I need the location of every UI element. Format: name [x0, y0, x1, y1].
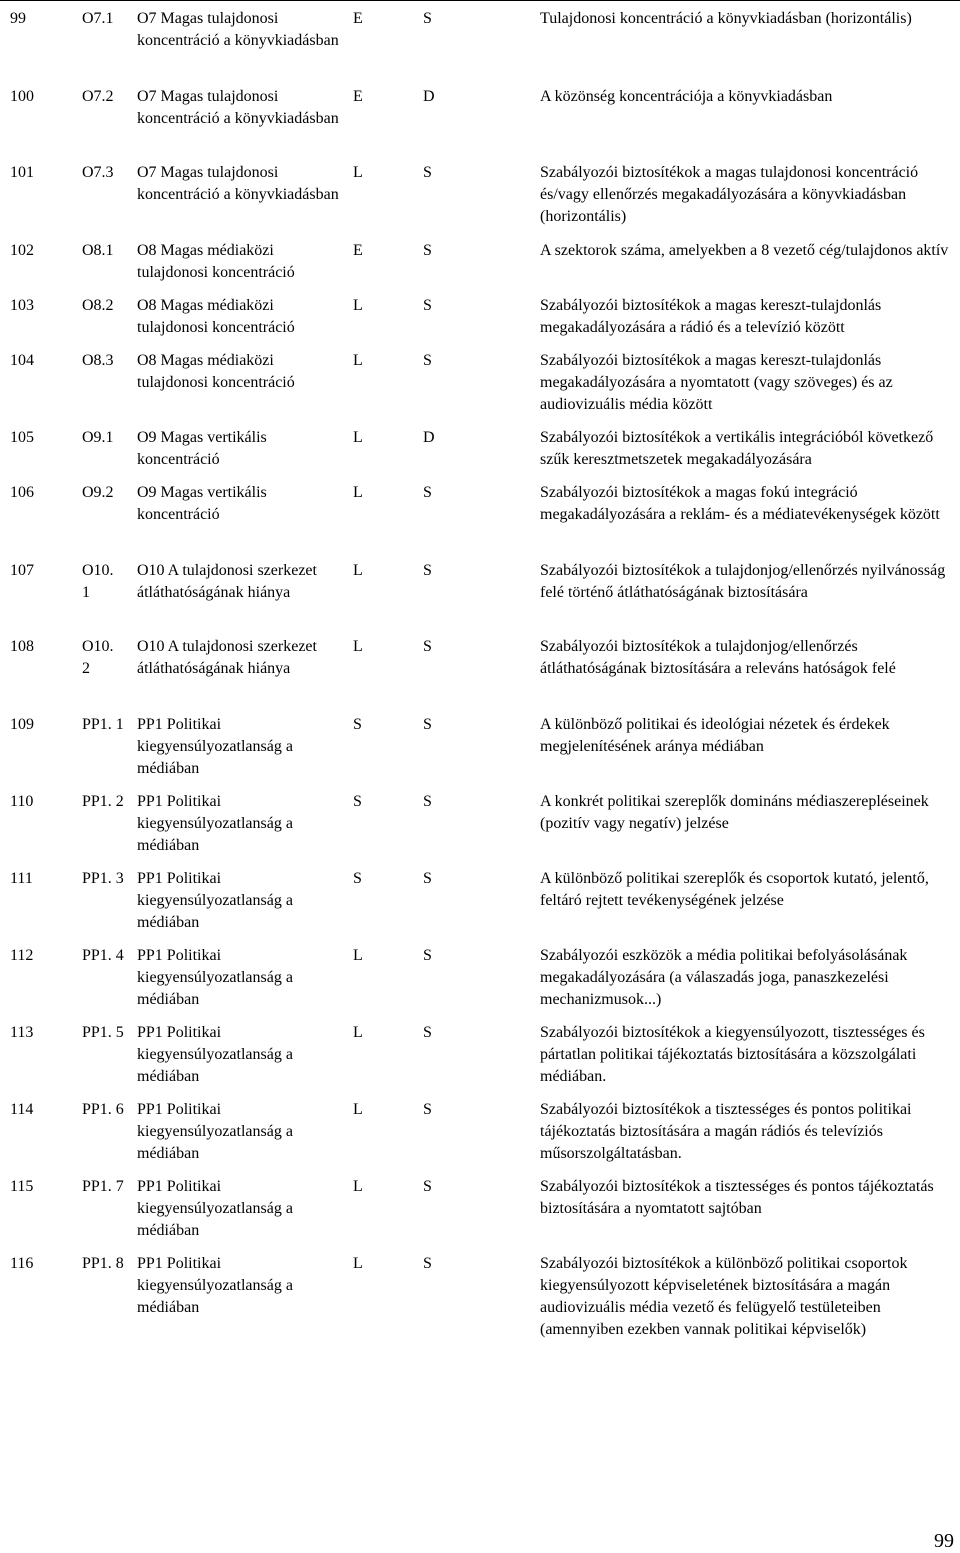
risk-title: PP1 Politikai kiegyensúlyozatlanság a médiában	[137, 1024, 293, 1085]
type-column-a: E	[353, 88, 363, 105]
row-number: 100	[10, 88, 34, 105]
risk-title: PP1 Politikai kiegyensúlyozatlanság a médiában	[137, 1178, 293, 1239]
type-column-b: S	[423, 10, 432, 27]
indicator-code: PP1. 5	[82, 1024, 124, 1041]
risk-title: O8 Magas médiaközi tulajdonosi koncentráció	[137, 297, 295, 336]
row-number: 108	[10, 638, 34, 655]
indicator-description: A különböző politikai és ideológiai nézetek és érdekek megjelenítésének aránya médiában	[540, 716, 890, 755]
risk-title: PP1 Politikai kiegyensúlyozatlanság a médiában	[137, 1255, 293, 1316]
type-column-b: S	[423, 716, 432, 733]
risk-title: O9 Magas vertikális koncentráció	[137, 484, 267, 523]
row-number: 113	[10, 1024, 34, 1041]
risk-title: O9 Magas vertikális koncentráció	[137, 429, 267, 468]
type-column-a: L	[353, 164, 363, 181]
indicator-description: Szabályozói biztosítékok a magas kereszt-tulajdonlás megakadályozására a nyomtatott (vagy szöveges) és az audiovizuális média között	[540, 352, 893, 413]
indicator-description: Szabályozói biztosítékok a különböző politikai csoportok kiegyensúlyozott képviseletének biztosítására a magán audiovizuális média vezető és felügyelő testületeiben (amennyiben ezekben vannak politikai képviselők)	[540, 1255, 908, 1338]
risk-title: O7 Magas tulajdonosi koncentráció a könyvkiadásban	[137, 10, 339, 49]
type-column-a: S	[353, 870, 362, 887]
page-number: 99	[934, 1530, 954, 1552]
row-number: 106	[10, 484, 34, 501]
indicator-description: A konkrét politikai szereplők domináns médiaszerepléseinek (pozitív vagy negatív) jelzése	[540, 793, 929, 832]
type-column-b: S	[423, 297, 432, 314]
indicator-code: O10. 2	[82, 638, 114, 677]
risk-title: O10 A tulajdonosi szerkezet átláthatóságának hiánya	[137, 562, 317, 601]
row-number: 114	[10, 1101, 34, 1118]
row-number: 111	[10, 870, 33, 887]
risk-title: PP1 Politikai kiegyensúlyozatlanság a médiában	[137, 947, 293, 1008]
indicator-description: Szabályozói biztosítékok a tulajdonjog/ellenőrzés nyilvánosság felé történő átláthatóságának biztosítására	[540, 562, 946, 601]
indicator-code: PP1. 3	[82, 870, 124, 887]
indicator-description: Szabályozói biztosítékok a tulajdonjog/ellenőrzés átláthatóságának biztosítására a releváns hatóságok felé	[540, 638, 896, 677]
type-column-b: S	[423, 562, 432, 579]
row-number: 109	[10, 716, 34, 733]
type-column-a: L	[353, 297, 363, 314]
type-column-a: L	[353, 1178, 363, 1195]
indicator-description: A szektorok száma, amelyekben a 8 vezető cég/tulajdonos aktív	[540, 242, 949, 259]
type-column-b: S	[423, 1024, 432, 1041]
type-column-a: L	[353, 1101, 363, 1118]
risk-title: PP1 Politikai kiegyensúlyozatlanság a médiában	[137, 870, 293, 931]
indicator-code: O9.1	[82, 429, 114, 446]
indicator-code: O7.1	[82, 10, 114, 27]
indicator-description: Tulajdonosi koncentráció a könyvkiadásban (horizontális)	[540, 10, 912, 27]
indicator-code: O10. 1	[82, 562, 114, 601]
indicator-code: O8.2	[82, 297, 114, 314]
row-number: 101	[10, 164, 34, 181]
indicator-code: O7.3	[82, 164, 114, 181]
indicator-code: PP1. 2	[82, 793, 124, 810]
type-column-a: E	[353, 242, 363, 259]
indicator-code: PP1. 6	[82, 1101, 124, 1118]
indicator-code: PP1. 8	[82, 1255, 124, 1272]
type-column-a: L	[353, 638, 363, 655]
type-column-b: S	[423, 164, 432, 181]
indicator-code: O8.1	[82, 242, 114, 259]
type-column-a: S	[353, 716, 362, 733]
type-column-b: S	[423, 793, 432, 810]
indicator-code: PP1. 7	[82, 1178, 124, 1195]
indicator-description: Szabályozói biztosítékok a magas kereszt-tulajdonlás megakadályozására a rádió és a televízió között	[540, 297, 882, 336]
type-column-a: L	[353, 1255, 363, 1272]
type-column-a: L	[353, 1024, 363, 1041]
row-number: 110	[10, 793, 34, 810]
indicator-code: O8.3	[82, 352, 114, 369]
type-column-b: S	[423, 1255, 432, 1272]
row-number: 104	[10, 352, 34, 369]
type-column-a: E	[353, 10, 363, 27]
type-column-a: L	[353, 352, 363, 369]
indicator-code: O9.2	[82, 484, 114, 501]
indicator-code: PP1. 4	[82, 947, 124, 964]
risk-title: O8 Magas médiaközi tulajdonosi koncentráció	[137, 242, 295, 281]
indicator-description: A különböző politikai szereplők és csoportok kutató, jelentő, feltáró rejtett tevékenységének jelzése	[540, 870, 929, 909]
row-number: 105	[10, 429, 34, 446]
indicator-description: Szabályozói biztosítékok a tisztességes és pontos tájékoztatás biztosítására a nyomtatott sajtóban	[540, 1178, 934, 1217]
indicator-description: Szabályozói eszközök a média politikai befolyásolásának megakadályozására (a válaszadás joga, panaszkezelési mechanizmusok...)	[540, 947, 908, 1008]
type-column-a: L	[353, 947, 363, 964]
type-column-a: S	[353, 793, 362, 810]
top-rule	[0, 0, 960, 1]
risk-title: PP1 Politikai kiegyensúlyozatlanság a médiában	[137, 716, 293, 777]
risk-title: PP1 Politikai kiegyensúlyozatlanság a médiában	[137, 793, 293, 854]
risk-title: O7 Magas tulajdonosi koncentráció a könyvkiadásban	[137, 164, 339, 203]
indicator-code: PP1. 1	[82, 716, 124, 733]
indicator-description: Szabályozói biztosítékok a tisztességes és pontos politikai tájékoztatás biztosítására a magán rádiós és televíziós műsorszolgáltatásban.	[540, 1101, 912, 1162]
type-column-a: L	[353, 562, 363, 579]
type-column-b: S	[423, 638, 432, 655]
type-column-a: L	[353, 484, 363, 501]
type-column-b: S	[423, 352, 432, 369]
indicator-description: Szabályozói biztosítékok a magas tulajdonosi koncentráció és/vagy ellenőrzés megakadályozására a könyvkiadásban (horizontális)	[540, 164, 919, 225]
risk-title: O10 A tulajdonosi szerkezet átláthatóságának hiánya	[137, 638, 317, 677]
risk-title: O8 Magas médiaközi tulajdonosi koncentráció	[137, 352, 295, 391]
indicator-code: O7.2	[82, 88, 114, 105]
type-column-b: S	[423, 1178, 432, 1195]
row-number: 103	[10, 297, 34, 314]
risk-title: PP1 Politikai kiegyensúlyozatlanság a médiában	[137, 1101, 293, 1162]
type-column-b: S	[423, 1101, 432, 1118]
row-number: 115	[10, 1178, 34, 1195]
type-column-b: D	[423, 429, 435, 446]
risk-title: O7 Magas tulajdonosi koncentráció a könyvkiadásban	[137, 88, 339, 127]
indicator-description: Szabályozói biztosítékok a kiegyensúlyozott, tisztességes és pártatlan politikai tájékoztatás biztosítására a közszolgálati médiában.	[540, 1024, 925, 1085]
indicator-description: A közönség koncentrációja a könyvkiadásban	[540, 88, 833, 105]
type-column-a: L	[353, 429, 363, 446]
type-column-b: S	[423, 947, 432, 964]
indicator-description: Szabályozói biztosítékok a vertikális integrációból következő szűk keresztmetszetek megakadályozására	[540, 429, 934, 468]
type-column-b: S	[423, 870, 432, 887]
row-number: 102	[10, 242, 34, 259]
row-number: 112	[10, 947, 34, 964]
type-column-b: S	[423, 484, 432, 501]
type-column-b: D	[423, 88, 435, 105]
indicator-description: Szabályozói biztosítékok a magas fokú integráció megakadályozására a reklám- és a médiatevékenységek között	[540, 484, 940, 523]
type-column-b: S	[423, 242, 432, 259]
row-number: 99	[10, 10, 26, 27]
row-number: 107	[10, 562, 34, 579]
row-number: 116	[10, 1255, 34, 1272]
